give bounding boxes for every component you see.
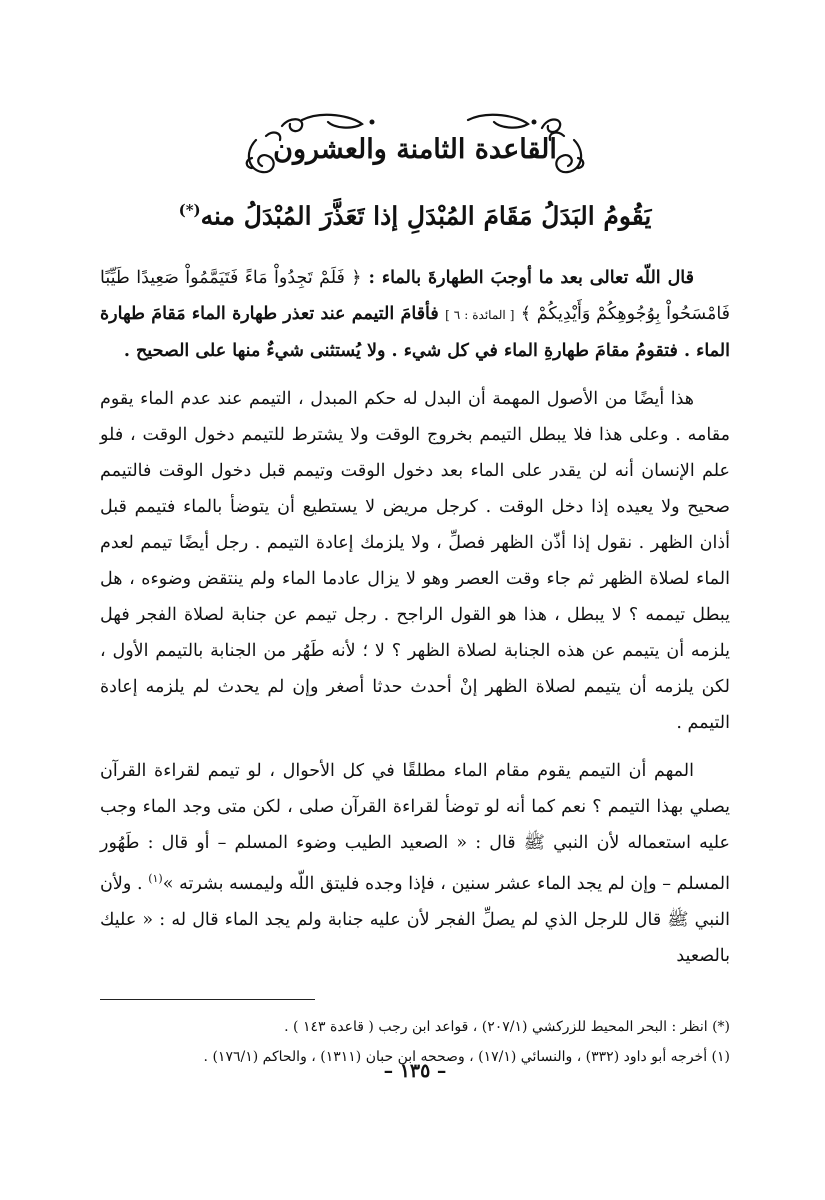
intro-paragraph: [100, 260, 730, 369]
paragraph-2: [100, 753, 730, 974]
main-text: [100, 260, 730, 974]
rule-heading: [100, 190, 730, 236]
intro-text-start: قال اللّه تعالى بعد ما أوجبَ الطهارةَ بالماء :: [368, 268, 694, 288]
chapter-title: القاعدة الثامنة والعشرون: [273, 134, 557, 165]
footnote-star: (*) انظر : البحر المحيط للزركشي (٢٠٧/١) ، قواعد ابن رجب ( قاعدة ١٤٣ ) .: [284, 1019, 730, 1035]
footnote-divider: [100, 999, 315, 1000]
intro-text-end: فأقامَ التيمم عند تعذر طهارة الماء مَقامَ طهارة الماء . فتقومُ مقامَ طهارةِ الماء في كل شيء . ولا يُستثنى شيءٌ منها على الصحيح .: [100, 304, 730, 361]
page-number: – ١٣٥ –: [383, 1060, 447, 1082]
footnote-1: (١) أخرجه أبو داود (٣٣٢) ، والنسائي (١٧/١) ، وصححه ابن حبان (١٣١١) ، والحاكم (١٧٦/١) .: [203, 1049, 730, 1065]
quran-verse: ﴿ فَلَمْ تَجِدُواْ مَاءً فَتَيَمَّمُواْ صَعِيدًا طَيِّبًا فَامْسَحُواْ بِوُجُوهِكُمْ وَأَيْدِيكُمْ ﴾: [100, 268, 731, 324]
paragraph-1: هذا أيضًا من الأصول المهمة أن البدل له حكم المبدل ، التيمم عند عدم الماء يقوم مقامه . وعلى هذا فلا يبطل التيمم بخروج الوقت ولا يشترط للتيمم دخول الوقت ، فلو علم الإنسان أنه لن يقدر على الماء بعد دخول الوقت وتيمم قبل دخول الوقت فالتيمم صحيح ولا يعيده إذا دخل الوقت . كرجل مريض لا يستطيع أن يتوضأ بالماء فتيمم قبل أذان الظهر . نقول إذا أذّن الظهر فصلِّ ، ولا يلزمك إعادة التيمم . رجل أيضًا تيمم لعدم الماء لصلاة الظهر ثم جاء وقت العصر وهو لا يزال عادما الماء ولم ينتقض وضوءه ، هل يبطل تيممه ؟ لا يبطل ، هذا هو القول الراجح . رجل تيمم عن جنابة لصلاة الفجر فهل يلزمه أن يتيمم عن هذه الجنابة لصلاة الظهر ؟ لا ؛ لأنه طَهُر من الجنابة بالتيمم الأول ، لكن يلزمه أن يتيمم لصلاة الظهر إنْ أحدث حدثا أصغر وإن لم يحدث لم يلزمه إعادة التيمم .: [100, 389, 730, 733]
paragraph-2-end: . ولأن النبي ﷺ قال للرجل الذي لم يصلِّ الفجر لأن عليه جنابة ولم يجد الماء قال له : « عليك بالصعيد: [100, 873, 730, 966]
book-page: [100, 100, 730, 1160]
paragraph-2-start: المهم أن التيمم يقوم مقام الماء مطلقًا في كل الأحوال ، لو تيمم لقراءة القرآن يصلي بهذا التيمم ؟ نعم كما أنه لو توضأ لقراءة القرآن صلى ، لكن متى وجد الماء وجب عليه استعماله لأن النبي ﷺ قال : « الصعيد الطيب وضوء المسلم – أو قال : طَهُور المسلم – وإن لم يجد الماء عشر سنين ، فإذا وجده فليتق اللّه وليمسه بشرته »: [100, 761, 730, 894]
rule-heading-text: يَقُومُ البَدَلُ مَقَامَ المُبْدَلِ إذا تَعَذَّرَ المُبْدَلُ منه: [200, 201, 652, 231]
rule-heading-marker: (*): [178, 201, 201, 219]
footnote-reference: (١): [148, 872, 163, 885]
verse-source: [ المائدة : ٦ ]: [445, 308, 515, 322]
